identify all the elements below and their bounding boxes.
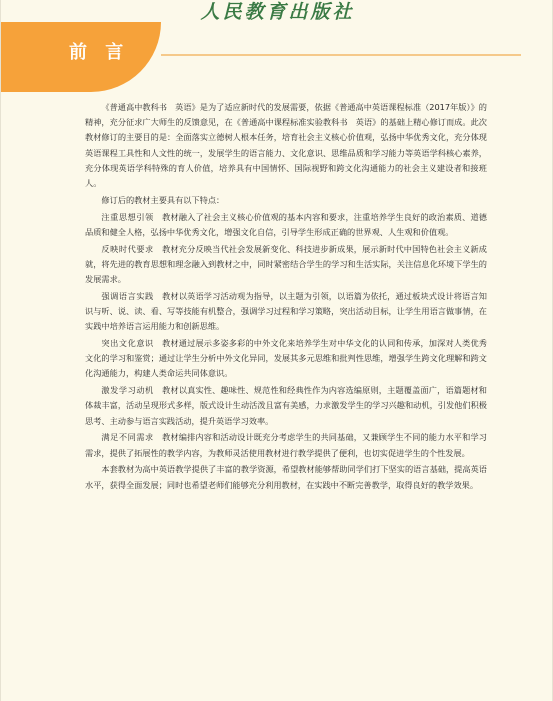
feature-title: 反映时代要求 (101, 243, 154, 254)
feature-paragraph (85, 242, 487, 288)
feature-title: 突出文化意识 (101, 338, 154, 349)
preface-body (85, 100, 487, 493)
features-lead: 修订后的教材主要具有以下特点： (101, 194, 225, 205)
header-rule (161, 54, 521, 56)
feature-text: 教材融入了社会主义核心价值观的基本内容和要求，注重培养学生良好的政治素质、道德品质和健全人格，弘扬中华优秀文化，增强文化自信，引导学生形成正确的世界观、人生观和价值观。 (85, 211, 487, 237)
feature-paragraph (85, 336, 487, 382)
feature-paragraph (85, 430, 487, 460)
feature-text: 教材充分反映当代社会发展新变化、科技进步新成果，展示新时代中国特色社会主义新成就，将先进的教育思想和理念融入到教材之中，同时紧密结合学生的学习和生活实际，关注信息化环境下学生的发展需求。 (85, 243, 487, 285)
feature-title: 满足不同需求 (101, 432, 154, 443)
feature-paragraph (85, 210, 487, 240)
feature-title: 激发学习动机 (101, 385, 154, 396)
closing-paragraph: 本套教材为高中英语教学提供了丰富的教学资源，希望教材能够帮助同学们打下坚实的语言基础，提高英语水平，获得全面发展；同时也希望老师们能够充分利用教材，在实践中不断完善教学，取得良好的教学效果。 (85, 464, 487, 490)
publisher-logo: 人民教育出版社 (200, 1, 355, 23)
feature-text: 教材以英语学习活动观为指导，以主题为引领，以语篇为依托，通过板块式设计将语言知识与听、说、读、看、写等技能有机整合，强调学习过程和学习策略，突出活动目标，让学生用语言做事情，在实践中培养语言运用能力和创新思维。 (85, 290, 487, 332)
feature-title: 强调语言实践 (101, 290, 154, 301)
feature-text: 教材通过展示多姿多彩的中外文化来培养学生对中华文化的认同和传承，加深对人类优秀文化的学习和鉴赏；通过让学生分析中外文化异同，发展其多元思维和批判性思维，增强学生跨文化理解和跨文化沟通能力，构建人类命运共同体意识。 (85, 338, 487, 379)
section-tab (1, 22, 161, 92)
section-title: 前 言 (69, 42, 130, 63)
feature-paragraph (85, 383, 487, 429)
feature-paragraph (85, 289, 487, 335)
feature-text: 教材编排内容和活动设计既充分考虑学生的共同基础，又兼顾学生不同的能力水平和学习需求，提供了拓展性的教学内容，为教师灵活使用教材进行教学提供了便利，也切实促进学生的个性发展。 (85, 432, 487, 458)
feature-text: 教材以真实性、趣味性、规范性和经典性作为内容选编原则，主题覆盖面广，语篇题材和体裁丰富，活动呈现形式多样，版式设计生动活泼且富有美感，力求激发学生的学习兴趣和动机，引发他们积极思考、主动参与语言实践活动，提升英语学习效率。 (85, 385, 487, 426)
intro-paragraph: 《普通高中教科书 英语》是为了适应新时代的发展需要，依据《普通高中英语课程标准（2017年版）》的精神，充分征求广大师生的反馈意见，在《普通高中课程标准实验教科书 英语》的基础上精心修订而成。此次教材修订的主要目的是：全面落实立德树人根本任务，培育社会主义核心价值观，弘扬中华优秀文化，充分体现英语课程工具性和人文性的统一，发展学生的语言能力、文化意识、思维品质和学习能力等英语学科核心素养，充分体现英语学科特殊的育人价值，培养具有中国情怀、国际视野和跨文化沟通能力的社会主义建设者和接班人。 (85, 102, 487, 189)
feature-title: 注重思想引领 (101, 211, 154, 222)
